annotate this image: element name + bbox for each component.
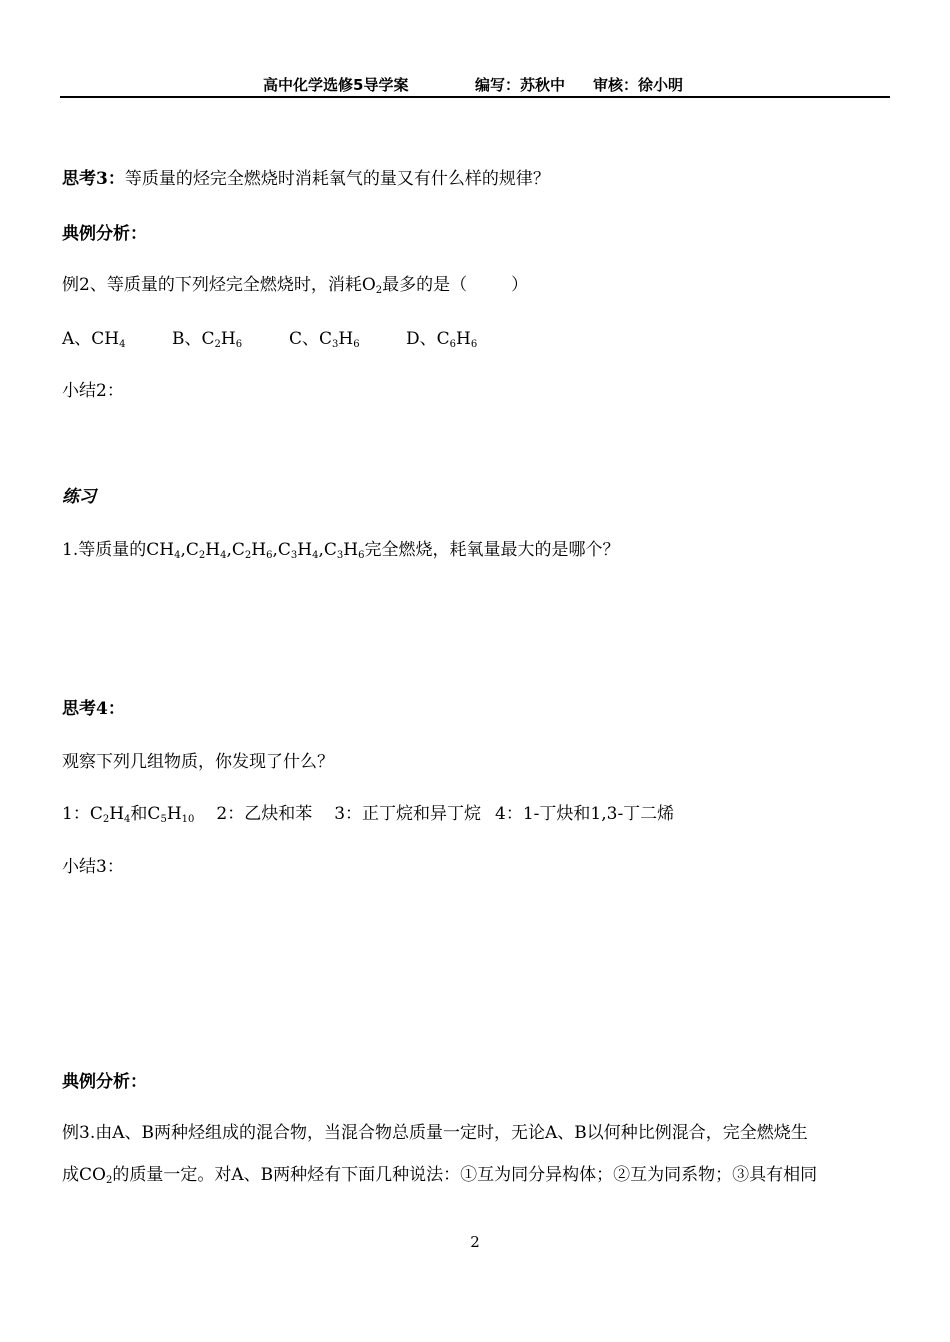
example2-text-after: 最多的是（ [382,275,468,295]
header-author: 编写：苏秋中 [475,76,566,94]
group1-formula-1: $C_2H_4$ [89,804,131,825]
think4-label: 思考4： [62,699,125,719]
co2-formula: $CO_2$ [79,1165,113,1186]
group4: 4：1-丁炔和1,3-丁二烯 [495,804,675,824]
example3-line-1: 例3.由A、B两种烃组成的混合物，当混合物总质量一定时，无论A、B以何种比例混合，完全燃烧生 [62,1123,808,1143]
summary3: 小结3： [62,857,124,877]
option-a: A、$CH_4$ [62,329,126,350]
example2-close-paren: ） [511,275,529,295]
option-formula: $C_2H_6$ [201,329,243,350]
practice1-prefix: 1.等质量的 [62,540,147,560]
hydrocarbon-formula: $CH_4$ [146,540,181,561]
option-d: D、$C_6H_6$ [406,329,478,350]
think3-label: 思考3： [62,169,125,189]
hydrocarbon-formula: $C_2H_6$ [231,540,273,561]
o2-formula: $O_2$ [361,275,383,296]
page-number: 2 [470,1233,480,1251]
example2-text-before: 例2、等质量的下列烃完全燃烧时，消耗 [62,275,362,295]
option-formula: $CH_4$ [91,329,126,350]
option-c: C、$C_3H_6$ [289,329,360,350]
group2: 2：乙炔和苯 [216,804,313,824]
option-formula: $C_3H_6$ [319,329,360,350]
hydrocarbon-formula: $C_2H_4$ [185,540,227,561]
practice-heading: 练习 [62,487,96,507]
header-reviewer: 审核：徐小明 [593,76,684,94]
header-title: 高中化学选修5导学案 [263,76,409,94]
page-header [60,74,890,98]
practice1-suffix: 完全燃烧，耗氧量最大的是哪个？ [364,540,620,560]
think4-groups [62,802,674,826]
group1-and: 和 [130,804,148,824]
practice1-question [62,538,619,562]
group1-formula-2: $C_5H_{10}$ [147,804,195,825]
example2-options [62,327,662,351]
summary2: 小结2： [62,381,124,401]
option-b: B、$C_2H_6$ [172,329,243,350]
think3-line [62,167,550,191]
example2-question [62,273,528,297]
practice1-formulas: $CH_4,C_2H_4,C_2H_6,C_3H_4,C_3H_6$ [146,540,365,561]
hydrocarbon-formula: $C_3H_6$ [323,540,365,561]
group1-label: 1： [62,804,90,824]
example-heading-1: 典例分析： [62,224,147,244]
group3: 3：正丁烷和异丁烷 [334,804,482,824]
hydrocarbon-formula: $C_3H_4$ [277,540,319,561]
think3-text: 等质量的烃完全燃烧时消耗氧气的量又有什么样的规律？ [124,169,550,189]
example-heading-2: 典例分析： [62,1072,147,1092]
option-formula: $C_6H_6$ [436,329,478,350]
think4-prompt: 观察下列几组物质，你发现了什么？ [62,752,334,772]
example3-line-2: 成$CO_2$的质量一定。对A、B两种烃有下面几种说法：①互为同分异构体；②互为同系物；③具有相同 [62,1165,818,1186]
